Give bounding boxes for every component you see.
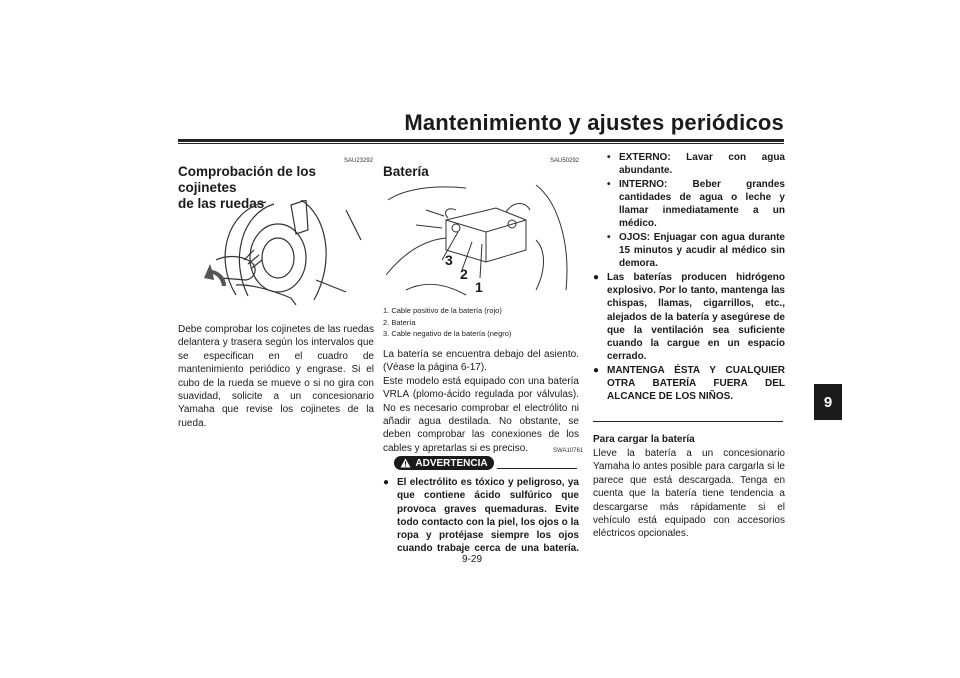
section-code: SAU50292: [550, 158, 580, 164]
first-aid-item: EXTERNO: Lavar con agua abundante.: [619, 152, 785, 177]
warning-triangle-icon: [400, 458, 411, 468]
bullet-dot-icon: ●: [593, 271, 600, 283]
callout-3: 3: [445, 252, 453, 268]
bullet-dot-icon: ●: [593, 364, 600, 376]
caption-item: 3. Cable negativo de la batería (negro): [383, 329, 512, 338]
page-header-title: Mantenimiento y ajustes periódicos: [404, 110, 784, 135]
header-rule: [178, 139, 784, 142]
title-line: de las ruedas: [178, 196, 265, 211]
wheel-bearing-illustration: [196, 200, 374, 305]
bullet-dot-icon: •: [607, 178, 611, 190]
page-number: 9-29: [462, 554, 483, 565]
warning-badge: [394, 456, 494, 470]
paragraph: La batería se encuentra debajo del asiento. (Véase la página 6-17).: [383, 349, 579, 374]
first-aid-item: OJOS: Enjuagar con agua durante 15 minutos y acudir al médico sin demora.: [619, 231, 785, 270]
callout-2: 2: [460, 266, 468, 282]
bullet-dot-icon: •: [607, 152, 611, 163]
caption-item: 1. Cable positivo de la batería (rojo): [383, 306, 502, 315]
warning-rule: [497, 468, 577, 469]
paragraph: Este modelo está equipado con una batería VRLA (plomo-ácido regulada por válvulas). No es necesario comprobar el electrólito ni añadir agua destilada. No obstante, se deben comprobar las conexiones de los cables y apretarlas si es preciso.: [383, 375, 579, 454]
header-rule-thin: [178, 143, 784, 144]
section-title-battery: Batería: [383, 164, 429, 179]
battery-body: [383, 348, 579, 455]
section-code: SAU23292: [344, 158, 374, 164]
charge-battery-body: Lleve la batería a un concesionario Yamaha lo antes posible para cargarla si le parece que está descargada. Tenga en cuenta que la batería tiene tendencia a descargarse más rápidamente si el vehículo está equipado con accesorios eléctricos opcionales.: [593, 448, 785, 540]
chapter-tab: 9: [814, 384, 842, 420]
warning-code: SWA10761: [553, 448, 584, 454]
warning-end-rule: [593, 421, 783, 422]
figure-captions: [383, 305, 579, 340]
charge-battery-title: Para cargar la batería: [593, 434, 695, 445]
callout-1: 1: [475, 279, 483, 295]
warning-text: Las baterías producen hidrógeno explosivo. Por lo tanto, mantenga las chispas, llamas, cigarrillos, etc., alejados de la batería y asegúrese de que la ventilación sea suficiente cuando la cargue en un espacio cerrado.: [607, 271, 785, 363]
warning-text: El electrólito es tóxico y peligroso, ya que contiene ácido sulfúrico que provoca graves quemaduras. Evite todo contacto con la piel, los ojos o la ropa y protéjase siempre los ojos cuando trabaje cerca de una batería.: [397, 477, 579, 555]
bullet-dot-icon: ●: [383, 477, 390, 488]
wheel-bearings-body: Debe comprobar los cojinetes de las ruedas delantera y trasera según los intervalos que se especifican en el cuadro de mantenimiento periódico y engrase. Si el cubo de la rueda se mueve o si no gira con suavidad, solicite a un concesionario Yamaha que revise los cojinetes de la rueda.: [178, 324, 374, 429]
first-aid-item: INTERNO: Beber grandes cantidades de agua o leche y llamar inmediatamente a un médico.: [619, 178, 785, 230]
warning-text: MANTENGA ÉSTA Y CUALQUIER OTRA BATERÍA FUERA DEL ALCANCE DE LOS NIÑOS.: [607, 364, 785, 403]
bullet-dot-icon: •: [607, 231, 611, 243]
title-line: Comprobación de los cojinetes: [178, 164, 317, 195]
caption-item: 2. Batería: [383, 317, 416, 327]
warning-bullet-1-part: [383, 476, 579, 556]
warning-continued: [593, 151, 785, 404]
warning-label: ADVERTENCIA: [415, 457, 488, 469]
